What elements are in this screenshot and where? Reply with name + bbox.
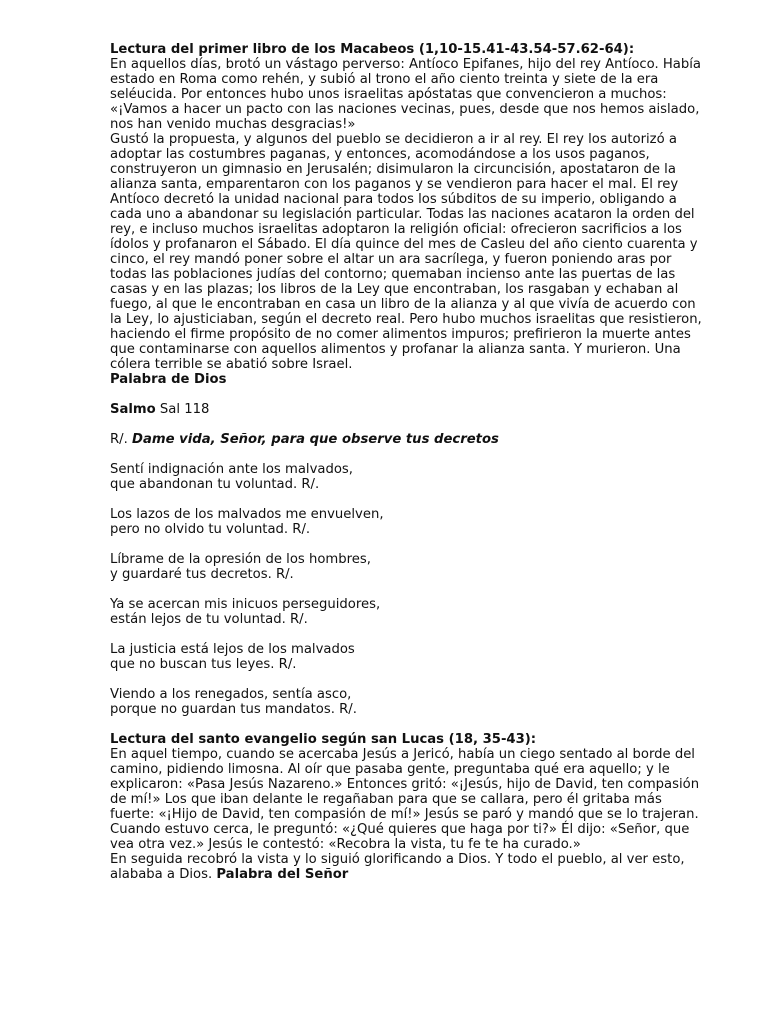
psalm-verse-line: Los lazos de los malvados me envuelven, xyxy=(110,507,384,522)
first-reading-paragraph-1: En aquellos días, brotó un vástago perverso: Antíoco Epifanes, hijo del rey Antíoco. Había estado en Roma como rehén, y subió al trono el año ciento treinta y siete de la era seléucida. Por entonces hubo unos israelitas apóstatas que convencieron a muchos: «¡Vamos a hacer un pacto con las naciones vecinas, pues, desde que nos hemos aislado, nos han venido muchas desgracias!» xyxy=(110,57,702,132)
psalm-verse-line: que abandonan tu voluntad. R/. xyxy=(110,477,320,492)
psalm-label: Salmo xyxy=(110,402,156,417)
psalm-verse-line: que no buscan tus leyes. R/. xyxy=(110,657,297,672)
psalm-verse xyxy=(110,552,704,582)
psalm-verse-line: Viendo a los renegados, sentía asco, xyxy=(110,687,352,702)
psalm-verse xyxy=(110,462,704,492)
gospel-title: Lectura del santo evangelio según san Lucas (18, 35-43): xyxy=(110,732,537,747)
gospel-closing: Palabra del Señor xyxy=(216,867,349,882)
psalm-reference: Sal 118 xyxy=(159,402,210,417)
gospel-paragraph-1: En aquel tiempo, cuando se acercaba Jesús a Jericó, había un ciego sentado al borde del camino, pidiendo limosna. Al oír que pasaba gente, preguntaba qué era aquello; y le explicaron: «Pasa Jesús Nazareno.» Entonces gritó: «¡Jesús, hijo de David, ten compasión de mí!» Los que iban delante le regañaban para que se callara, pero él gritaba más fuerte: «¡Hijo de David, ten compasión de mí!» Jesús se paró y mandó que se lo trajeran. xyxy=(110,747,700,822)
psalm-verse-line: porque no guardan tus mandatos. R/. xyxy=(110,702,357,717)
psalm-heading xyxy=(110,402,704,417)
first-reading-title: Lectura del primer libro de los Macabeos (1,10-15.41-43.54-57.62-64): xyxy=(110,42,635,57)
psalm-response-prefix: R/. xyxy=(110,432,128,447)
psalm-response xyxy=(110,432,704,447)
psalm-verse xyxy=(110,687,704,717)
psalm-response-text: Dame vida, Señor, para que observe tus decretos xyxy=(132,432,499,447)
gospel-paragraph-3 xyxy=(110,852,704,882)
psalm-verse xyxy=(110,597,704,627)
first-reading-paragraph-2: Gustó la propuesta, y algunos del pueblo se decidieron a ir al rey. El rey los autorizó a adoptar las costumbres paganas, y entonces, acomodándose a los usos paganos, construyeron un gimnasio en Jerusalén; disimularon la circuncisión, apostataron de la alianza santa, emparentaron con los paganos y se vendieron para hacer el mal. El rey Antíoco decretó la unidad nacional para todos los súbditos de su imperio, obligando a cada uno a abandonar su legislación particular. Todas las naciones acataron la orden del rey, e incluso muchos israelitas adoptaron la religión oficial: ofrecieron sacrificios a los ídolos y profanaron el Sábado. El día quince del mes de Casleu del año ciento cuarenta y cinco, el rey mandó poner sobre el altar un ara sacrílega, y fueron poniendo aras por todas las poblaciones judías del contorno; quemaban incienso ante las puertas de las casas y en las plazas; los libros de la Ley que encontraban, los rasgaban y echaban al fuego, al que le encontraban en casa un libro de la alianza y al que vivía de acuerdo con la Ley, lo ajusticiaban, según el decreto real. Pero hubo muchos israelitas que resistieron, haciendo el firme propósito de no comer alimentos impuros; prefirieron la muerte antes que contaminarse con aquellos alimentos y profanar la alianza santa. Y murieron. Una cólera terrible se abatió sobre Israel. xyxy=(110,132,702,372)
psalm-verse-line: La justicia está lejos de los malvados xyxy=(110,642,355,657)
gospel-paragraph-2: Cuando estuvo cerca, le preguntó: «¿Qué quieres que haga por ti?» Él dijo: «Señor, que vea otra vez.» Jesús le contestó: «Recobra la vista, tu fe te ha curado.» xyxy=(110,822,690,852)
first-reading-closing: Palabra de Dios xyxy=(110,372,227,387)
psalm-verse xyxy=(110,507,704,537)
psalm-verse-line: Ya se acercan mis inicuos perseguidores, xyxy=(110,597,381,612)
psalm-verse-line: Sentí indignación ante los malvados, xyxy=(110,462,353,477)
psalm-verse-line: y guardaré tus decretos. R/. xyxy=(110,567,294,582)
psalm-verse xyxy=(110,642,704,672)
psalm-verse-line: Líbrame de la opresión de los hombres, xyxy=(110,552,371,567)
psalm-verse-line: pero no olvido tu voluntad. R/. xyxy=(110,522,311,537)
psalm-verse-line: están lejos de tu voluntad. R/. xyxy=(110,612,308,627)
gospel-paragraph-3-text: En seguida recobró la vista y lo siguió glorificando a Dios. Y todo el pueblo, al ver esto, alababa a Dios. xyxy=(110,852,685,882)
